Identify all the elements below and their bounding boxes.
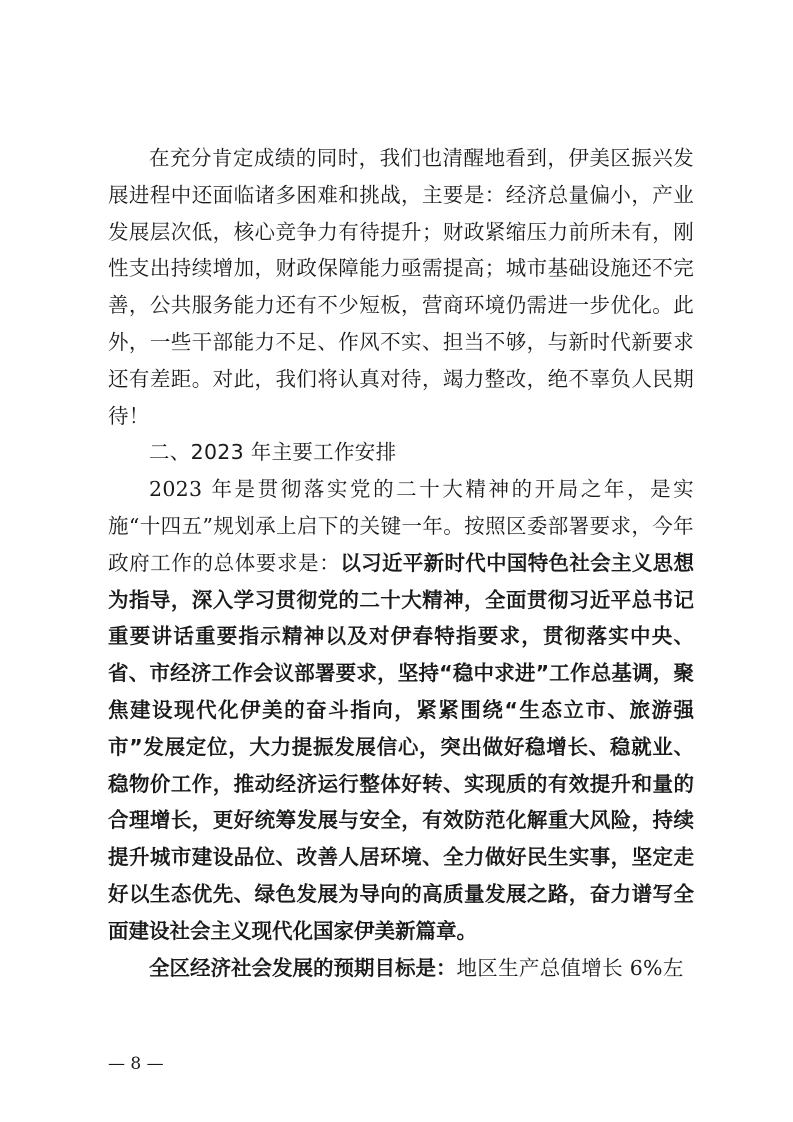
expected-targets-text: 地区生产总值增长 6%左 bbox=[456, 955, 684, 980]
paragraph-challenges-text: 在充分肯定成绩的同时，我们也清醒地看到，伊美区振兴发展进程中还面临诸多困难和挑战，主要是：经济总量偏小，产业发展层次低，核心竞争力有待提升；财政紧缩压力前所未有，刚性支出持续增加，财政保障能力亟需提高；城市基础设施还不完善，公共服务能力还有不少短板，营商环境仍需进一步优化。此外，一些干部能力不足、作风不实、担当不够，与新时代新要求还有差距。对此，我们将认真对待，竭力整改，绝不辜负人民期待！ bbox=[108, 146, 694, 428]
section-heading-text: 二、2023 年主要工作安排 bbox=[149, 440, 397, 465]
expected-targets-label: 全区经济社会发展的预期目标是： bbox=[149, 955, 457, 980]
paragraph-general-requirements bbox=[108, 471, 694, 949]
general-requirements-intro: 2023 年是贯彻落实党的二十大精神的开局之年，是实施“十四五”规划承上启下的关键一年。按照区委部署要求，今年政府工作的总体要求是： bbox=[108, 477, 694, 575]
general-requirements-bold: 以习近平新时代中国特色社会主义思想为指导，深入学习贯彻党的二十大精神，全面贯彻习近平总书记重要讲话重要指示精神以及对伊春特指要求，贯彻落实中央、省、市经济工作会议部署要求，坚持“稳中求进”工作总基调，聚焦建设现代化伊美的奋斗指向，紧紧围绕“生态立市、旅游强市”发展定位，大力提振发展信心，突出做好稳增长、稳就业、稳物价工作，推动经济运行整体好转、实现质的有效提升和量的合理增长，更好统筹发展与安全，有效防范化解重大风险，持续提升城市建设品位、改善人居环境、全力做好民生实事，坚定走好以生态优先、绿色发展为导向的高质量发展之路，奋力谱写全面建设社会主义现代化国家伊美新篇章。 bbox=[108, 550, 694, 943]
section-heading bbox=[108, 434, 694, 471]
paragraph-challenges bbox=[108, 140, 694, 434]
paragraph-expected-targets bbox=[108, 950, 694, 987]
document-body bbox=[108, 140, 694, 986]
page-number: — 8 — bbox=[108, 1054, 164, 1074]
